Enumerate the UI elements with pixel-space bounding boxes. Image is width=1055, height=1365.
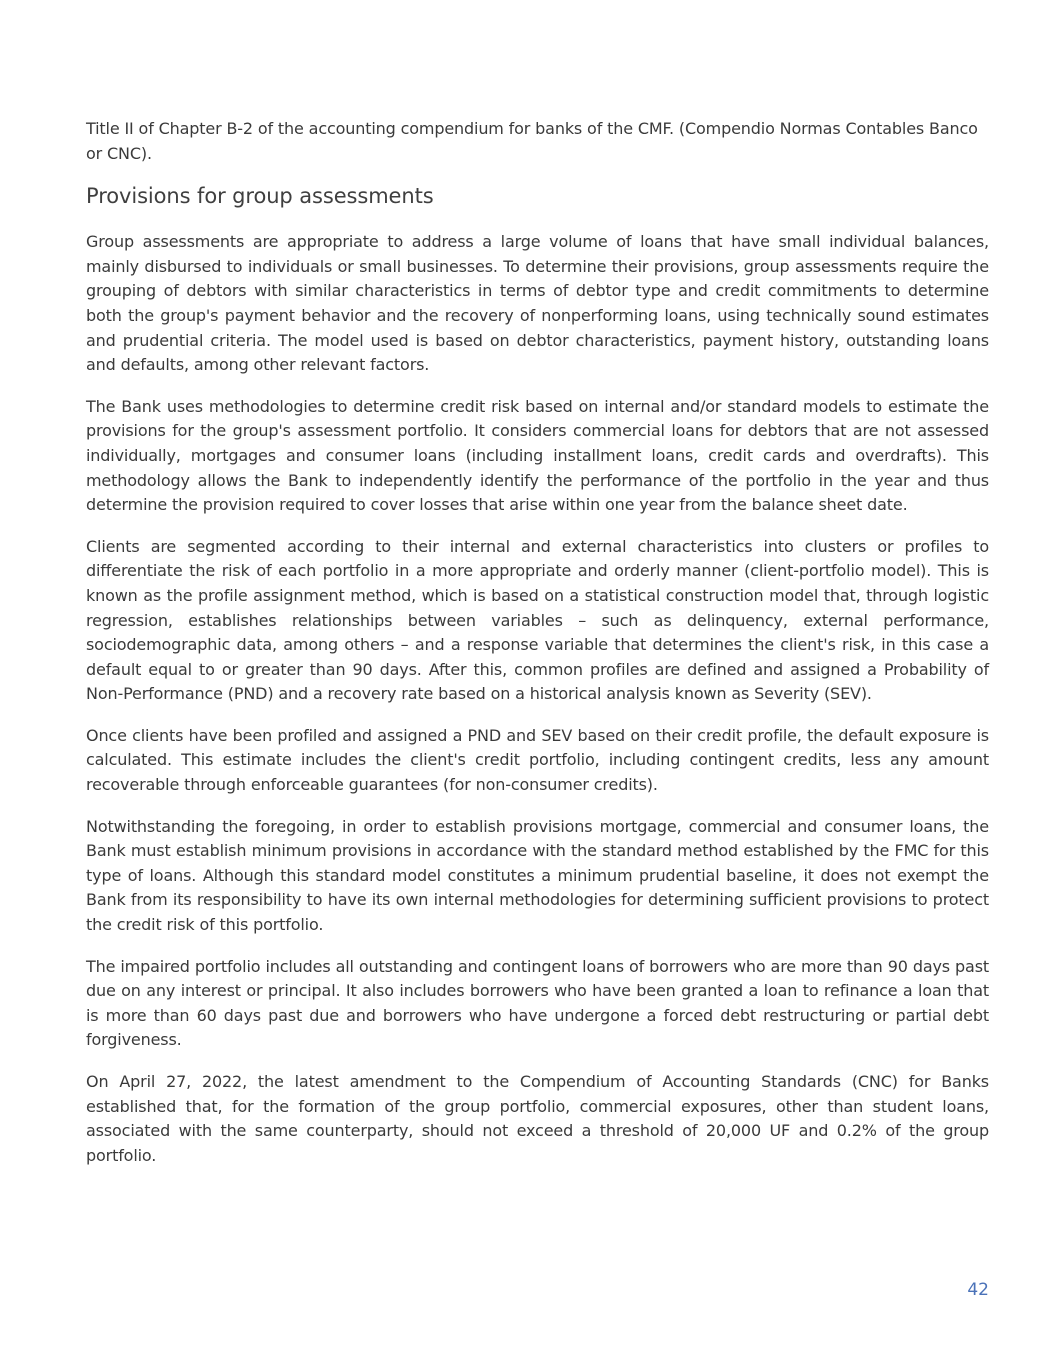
paragraph-methodologies: The Bank uses methodologies to determine credit risk based on internal and/or standard models to estimate the provisions for the group's assessment portfolio. It considers commercial loans for debtors that are not assessed individually, mortgages and consumer loans (including installment loans, credit cards and overdrafts). This methodology allows the Bank to independently identify the performance of the portfolio in the year and thus determine the provision required to cover losses that arise within one year from the balance sheet date. bbox=[86, 396, 989, 515]
paragraph-segmentation: Clients are segmented according to their internal and external characteristics into clusters or profiles to differentiate the risk of each portfolio in a more appropriate and orderly manner (client-portfolio model). This is known as the profile assignment method, which is based on a statistical construction model that, through logistic regression, establishes relationships between variables – such as delinquency, external performance, sociodemographic data, among others – and a response variable that determines the client's risk, in this case a default equal to or greater than 90 days. After this, common profiles are defined and assigned a Probability of Non-Performance (PND) and a recovery rate based on a historical analysis known as Severity (SEV). bbox=[86, 536, 989, 704]
paragraph-cnc-amendment: On April 27, 2022, the latest amendment to the Compendium of Accounting Standards (CNC) for Banks established that, for the formation of the group portfolio, commercial exposures, other than student loans, associated with the same counterparty, should not exceed a threshold of 20,000 UF and 0.2% of the group portfolio. bbox=[86, 1072, 989, 1165]
document-body bbox=[86, 117, 989, 1185]
paragraph-impaired-portfolio: The impaired portfolio includes all outstanding and contingent loans of borrowers who are more than 90 days past due on any interest or principal. It also includes borrowers who have been granted a loan to refinance a loan that is more than 60 days past due and borrowers who have undergone a forced debt restructuring or partial debt forgiveness. bbox=[86, 956, 989, 1050]
paragraph-group-assessments: Group assessments are appropriate to address a large volume of loans that have small individual balances, mainly disbursed to individuals or small businesses. To determine their provisions, group assessments require the grouping of debtors with similar characteristics in terms of debtor type and credit commitments to determine both the group's payment behavior and the recovery of nonperforming loans, using technically sound estimates and prudential criteria. The model used is based on debtor characteristics, payment history, outstanding loans and defaults, among other relevant factors. bbox=[86, 232, 989, 375]
page-number: 42 bbox=[967, 1280, 989, 1300]
section-heading: Provisions for group assessments bbox=[86, 184, 434, 209]
paragraph-default-exposure: Once clients have been profiled and assigned a PND and SEV based on their credit profile, the default exposure is calculated. This estimate includes the client's credit portfolio, including contingent credits, less any amount recoverable through enforceable guarantees (for non-consumer credits). bbox=[86, 725, 989, 795]
intro-paragraph: Title II of Chapter B-2 of the accounting compendium for banks of the CMF. (Compendio Normas Contables Banco or CNC). bbox=[86, 119, 978, 163]
paragraph-minimum-provisions: Notwithstanding the foregoing, in order to establish provisions mortgage, commercial and consumer loans, the Bank must establish minimum provisions in accordance with the standard method established by the FMC for this type of loans. Although this standard model constitutes a minimum prudential baseline, it does not exempt the Bank from its responsibility to have its own internal methodologies for determining sufficient provisions to protect the credit risk of this portfolio. bbox=[86, 816, 989, 935]
